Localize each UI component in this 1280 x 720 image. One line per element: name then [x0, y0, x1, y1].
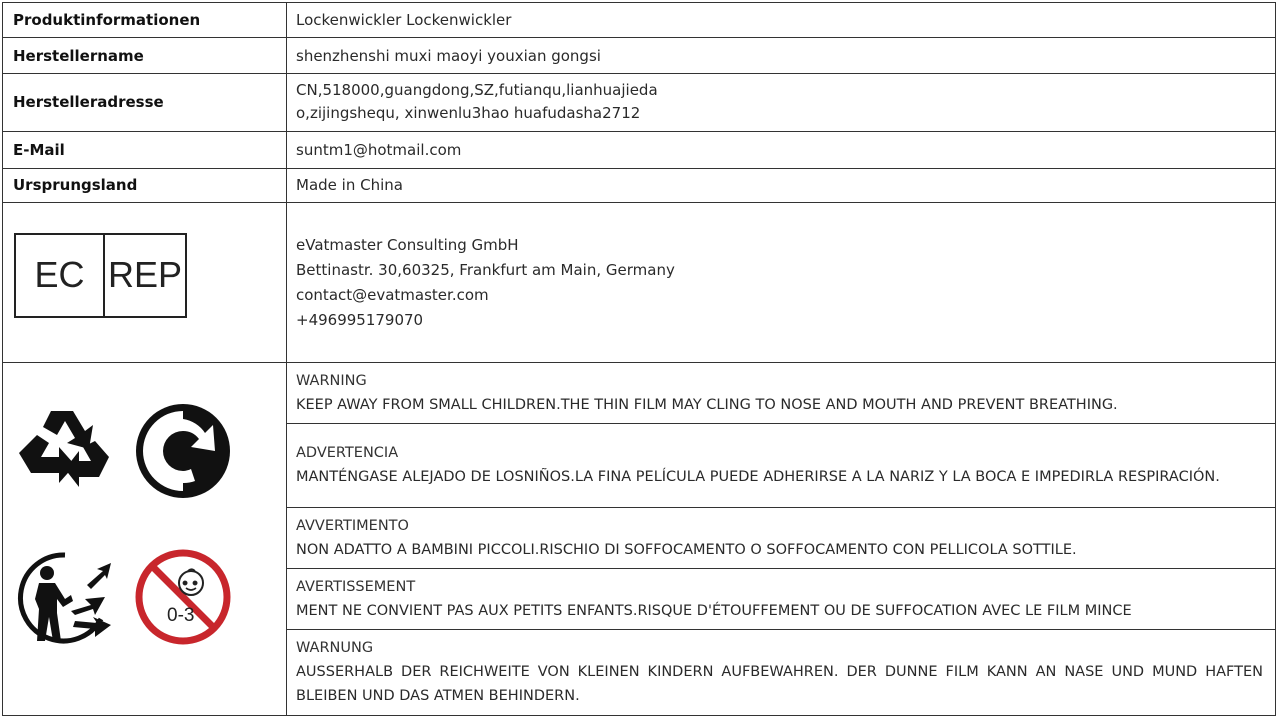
ec-rep-phone: +496995179070: [296, 310, 424, 329]
warning-de: [287, 629, 1276, 715]
age-label: 0-3: [167, 605, 195, 627]
warning-text: KEEP AWAY FROM SMALL CHILDREN.THE THIN FILM MAY CLING TO NOSE AND MOUTH AND PREVENT BREATHING.: [296, 397, 1118, 414]
warning-en: [287, 363, 1276, 423]
ec-rep-details: [287, 202, 1276, 363]
ec-rep-rep-text: REP: [107, 254, 183, 296]
warning-it: [287, 508, 1276, 569]
value-email: suntm1@hotmail.com: [287, 131, 1276, 168]
row-ec-rep: [3, 202, 1276, 363]
row-ursprungsland: [3, 168, 1276, 202]
green-dot-icon: [133, 401, 233, 501]
address-line-1: CN,518000,guangdong,SZ,futianqu,lianhuajieda: [296, 81, 658, 100]
label-herstellername: Herstellername: [3, 38, 287, 74]
warning-text: MANTÉNGASE ALEJADO DE LOSNIÑOS.LA FINA PELÍCULA PUEDE ADHERIRSE A LA NARIZ Y LA BOCA E IMPEDIRLA RESPIRACIÓN.: [296, 469, 1220, 486]
row-herstelleradresse: [3, 74, 1276, 131]
ec-rep-icon: [14, 233, 187, 318]
warning-title: WARNING: [296, 373, 367, 390]
value-produktinformationen: Lockenwickler Lockenwickler: [287, 3, 1276, 38]
ec-rep-ec-text: EC: [16, 235, 105, 316]
warning-title: AVERTISSEMENT: [296, 578, 416, 595]
warning-text: AUSSERHALB DER REICHWEITE VON KLEINEN KINDERN AUFBEWAHREN. DER DUNNE FILM KANN AN NASE UND MUND HAFTEN BLEIBEN UND DAS ATMEN BEHINDERN.: [296, 664, 1263, 705]
row-produktinformationen: [3, 3, 1276, 38]
ec-rep-company: eVatmaster Consulting GmbH: [296, 235, 519, 254]
warning-title: AVVERTIMENTO: [296, 518, 409, 535]
warning-text: NON ADATTO A BAMBINI PICCOLI.RISCHIO DI SOFFOCAMENTO O SOFFOCAMENTO CON PELLICOLA SOTTILE.: [296, 542, 1077, 559]
warning-es: [287, 423, 1276, 507]
address-line-2: o,zijingshequ, xinwenlu3hao huafudasha2712: [296, 104, 641, 123]
not-for-ages-0-3-icon: [133, 547, 233, 647]
row-email: [3, 131, 1276, 168]
warning-title: ADVERTENCIA: [296, 445, 399, 462]
value-herstelleradresse: [287, 74, 1276, 131]
value-ursprungsland: Made in China: [287, 168, 1276, 202]
label-herstelleradresse: Herstelleradresse: [3, 74, 287, 131]
warning-title: WARNUNG: [296, 640, 374, 657]
row-herstellername: [3, 38, 1276, 74]
warning-fr: [287, 569, 1276, 629]
ec-rep-symbol-cell: [3, 202, 287, 363]
product-info-table: [2, 2, 1276, 716]
value-herstellername: shenzhenshi muxi maoyi youxian gongsi: [287, 38, 1276, 74]
warning-text: MENT NE CONVIENT PAS AUX PETITS ENFANTS.RISQUE D'ÉTOUFFEMENT OU DE SUFFOCATION AVEC LE FILM MINCE: [296, 602, 1132, 619]
label-ursprungsland: Ursprungsland: [3, 168, 287, 202]
warning-row-en: [3, 363, 1276, 423]
ec-rep-email: contact@evatmaster.com: [296, 285, 489, 304]
label-produktinformationen: Produktinformationen: [3, 3, 287, 38]
recycle-icon: [13, 403, 117, 499]
symbols-cell: [3, 363, 287, 716]
tidyman-icon: [13, 549, 115, 647]
label-email: E-Mail: [3, 131, 287, 168]
ec-rep-address: Bettinastr. 30,60325, Frankfurt am Main, Germany: [296, 260, 675, 279]
